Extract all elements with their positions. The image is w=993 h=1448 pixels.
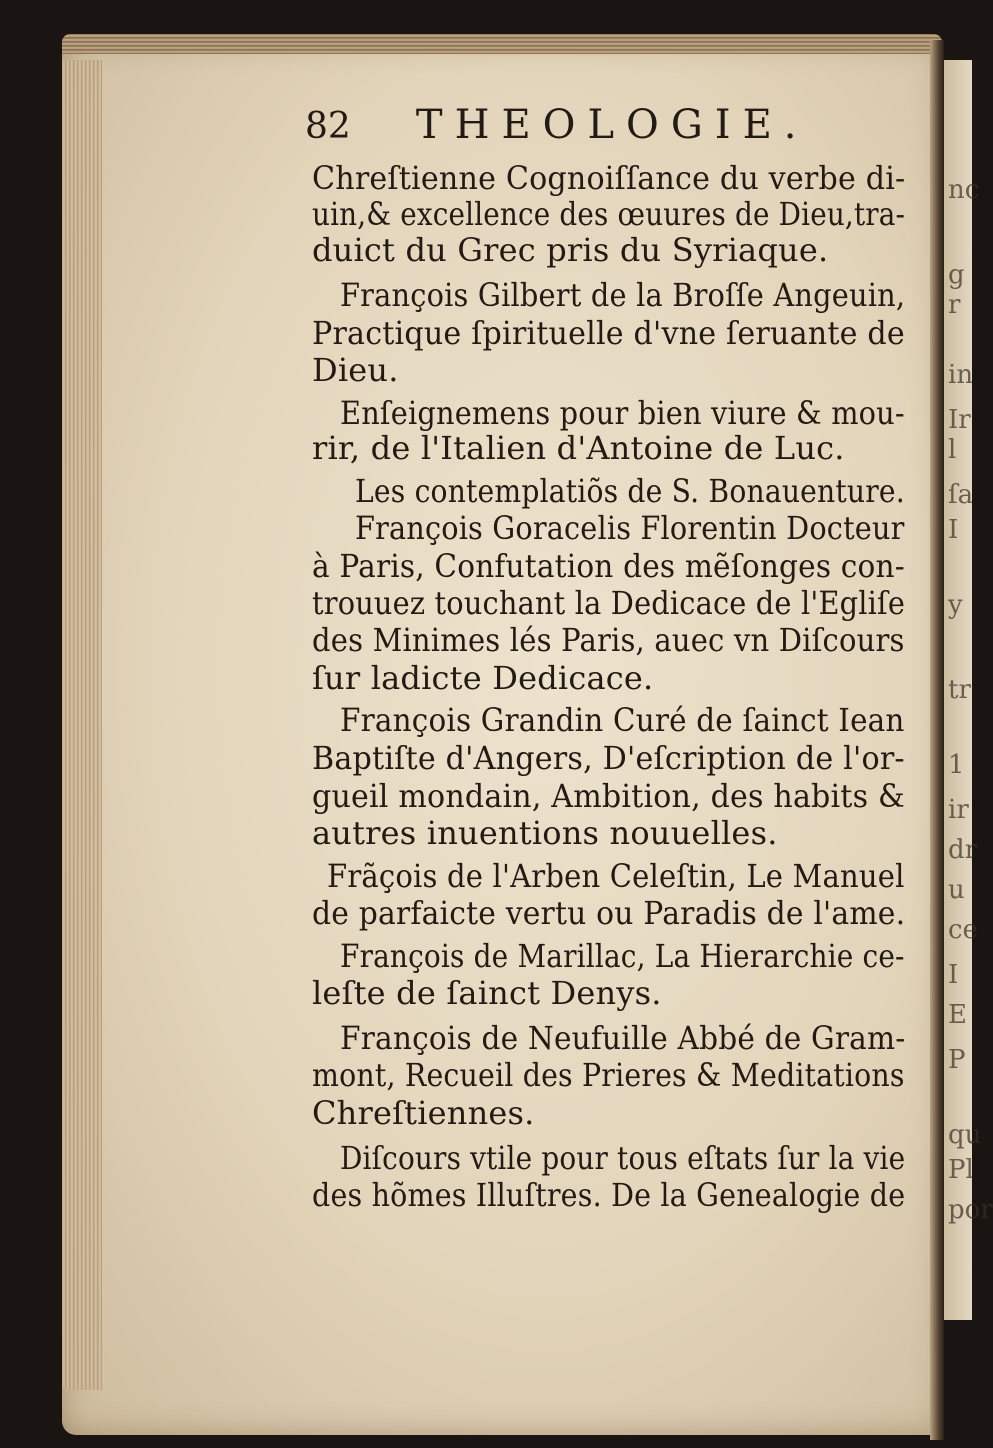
text-line: de parfaicte vertu ou Paradis de l'ame. (312, 894, 906, 932)
facing-page-fragment: nc (948, 175, 980, 205)
facing-page-fragment: por (948, 1195, 993, 1225)
text-line: Dieu. (312, 351, 399, 389)
text-line: autres inuentions nouuelles. (312, 814, 778, 852)
facing-page-fragment: I (948, 515, 959, 545)
text-line: gueil mondain, Ambition, des habits & (312, 777, 905, 815)
text-line: François de Marillac, La Hierarchie ce- (340, 937, 905, 975)
text-line: ſur ladicte Dedicace. (312, 659, 654, 697)
text-line: Baptiſte d'Angers, D'eſcription de l'or- (312, 739, 905, 777)
page-header (305, 102, 808, 148)
facing-page-fragment: tr (948, 675, 971, 705)
text-line: uin,& excellence des œuures de Dieu,tra- (312, 195, 906, 233)
text-line: trouuez touchant la Dedicace de l'Egliſe (312, 584, 906, 622)
text-line: duict du Grec pris du Syriaque. (312, 231, 829, 269)
book-gutter (930, 40, 944, 1440)
text-line: rir, de l'Italien d'Antoine de Luc. (312, 429, 845, 467)
text-line: Enſeignemens pour bien viure & mou- (340, 394, 905, 432)
facing-page-strip (944, 60, 993, 1320)
text-line: des hõmes Illuſtres. De la Genealogie de (312, 1176, 906, 1214)
text-line: Chreſtienne Cognoiſſance du verbe di- (312, 159, 906, 197)
text-line: François Goracelis Florentin Docteur (355, 509, 905, 547)
page-top-edge (62, 34, 942, 54)
facing-page-fragment: ir (948, 795, 969, 825)
text-line: des Minimes lés Paris, auec vn Diſcours (312, 621, 905, 659)
facing-page-fragment: E (948, 1000, 967, 1030)
text-line: François de Neufuille Abbé de Gram- (340, 1019, 906, 1057)
text-line: à Paris, Confutation des mẽſonges con- (312, 547, 905, 585)
text-line: François Grandin Curé de ſainct Iean (340, 701, 905, 739)
text-line: Practique ſpirituelle d'vne ſeruante de (312, 314, 905, 352)
facing-page-fragment: ce (948, 915, 978, 945)
text-line: leſte de ſainct Denys. (312, 974, 662, 1012)
text-line: Chreſtiennes. (312, 1094, 535, 1132)
facing-page-fragment: I (948, 960, 959, 990)
facing-page-fragment: Ir (948, 405, 971, 435)
facing-page-fragment: g (948, 260, 965, 290)
text-line: Diſcours vtile pour tous eſtats ſur la vie (340, 1139, 906, 1177)
facing-page-fragment: r (948, 290, 961, 320)
text-line: mont, Recueil des Prieres & Meditations (312, 1056, 905, 1094)
text-line: François Gilbert de la Broſſe Angeuin, (340, 276, 906, 314)
facing-page-fragment: u (948, 875, 965, 905)
page-number: 82 (305, 106, 351, 147)
text-line: Frãçois de l'Arben Celeſtin, Le Manuel (327, 857, 905, 895)
facing-page-fragment: P (948, 1045, 966, 1075)
facing-page-fragment: l (948, 435, 957, 465)
facing-page-fragment: y (948, 590, 963, 620)
facing-page-fragment: qu (948, 1120, 982, 1150)
running-title: THEOLOGIE. (415, 102, 809, 148)
page-fore-edge (62, 60, 102, 1390)
facing-page-fragment: 1 (948, 750, 965, 780)
facing-page-fragment: ſa (948, 480, 974, 510)
text-line: Les contemplatiõs de S. Bonauenture. (355, 472, 905, 510)
facing-page-fragment: Pl (948, 1155, 974, 1185)
facing-page-fragment: dr (948, 835, 978, 865)
facing-page-fragment: in (948, 360, 974, 390)
